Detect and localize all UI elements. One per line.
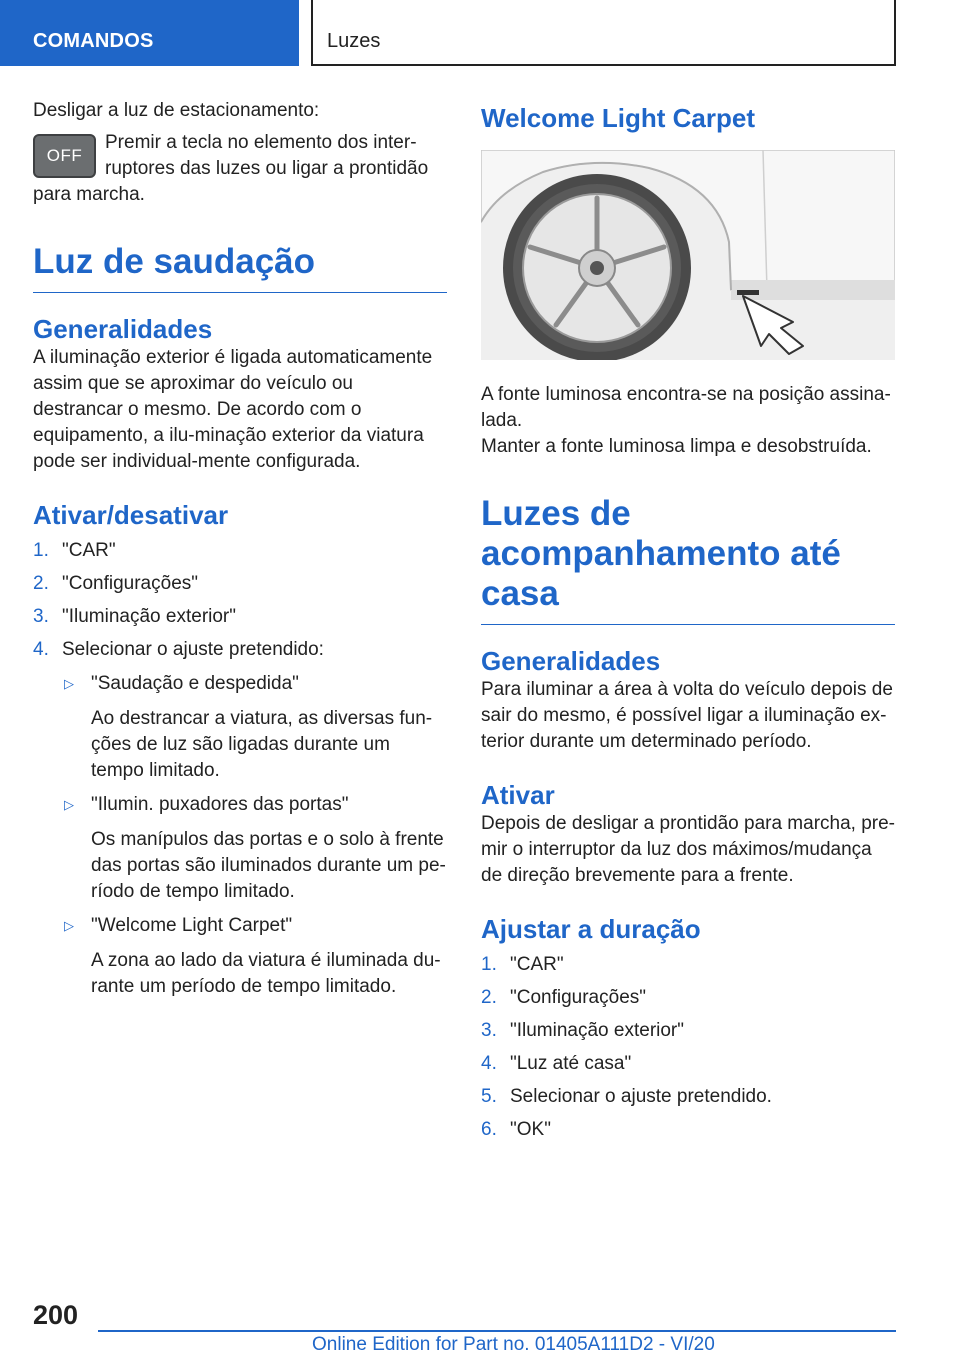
step-number: 4. xyxy=(33,639,49,660)
topic-title: Luzes xyxy=(327,30,381,52)
step-item xyxy=(33,637,447,1000)
step-item xyxy=(33,571,447,597)
car-wheel-drawing xyxy=(481,150,895,360)
general-heading: Generalidades xyxy=(33,314,213,344)
step-number: 1. xyxy=(481,954,497,975)
triangle-right-icon: ▷ xyxy=(64,797,74,812)
option-desc: Ao destrancar a viatura, as diversas fun-ções de luz são ligadas durante um tempo limitado. xyxy=(91,708,433,781)
option-title: "Ilumin. puxadores das portas" xyxy=(91,794,349,815)
step-text: Selecionar o ajuste pretendido: xyxy=(62,639,324,660)
step-number: 3. xyxy=(33,606,49,627)
page-number: 200 xyxy=(33,1300,79,1330)
left-column xyxy=(33,98,447,1000)
step-item xyxy=(481,1117,895,1143)
general-text: A iluminação exterior é ligada automaticamente assim que se aproximar do veículo ou destrancar o mesmo. De acordo com o equipamento, a ilu-minação exterior da viatura pode ser individual-mente configurada. xyxy=(33,347,433,472)
step-text: Selecionar o ajuste pretendido. xyxy=(510,1086,772,1107)
welcome-light-heading: Luz de saudação xyxy=(33,242,447,293)
option-title: "Saudação e despedida" xyxy=(91,673,299,694)
general-text: Para iluminar a área à volta do veículo depois de sair do mesmo, é possível ligar a iluminação ex-terior durante um determinado período. xyxy=(481,679,893,752)
carpet-text-2: Manter a fonte luminosa limpa e desobstruída. xyxy=(481,436,872,457)
chapter-title: COMANDOS xyxy=(33,30,154,52)
activate-heading: Ativar xyxy=(481,780,555,810)
carpet-heading: Welcome Light Carpet xyxy=(481,103,756,133)
activate-heading: Ativar/desativar xyxy=(33,500,229,530)
step-number: 5. xyxy=(481,1086,497,1107)
activate-text: Depois de desligar a prontidão para marcha, pre-mir o interruptor da luz dos máximos/mudança de direção brevemente para a frente. xyxy=(481,813,896,886)
edition-note: Online Edition for Part no. 01405A111D2 - VI/20 xyxy=(312,1334,715,1355)
option-list xyxy=(62,671,447,1000)
option-item xyxy=(62,792,447,905)
option-item xyxy=(62,671,447,784)
step-number: 2. xyxy=(481,987,497,1008)
general-heading: Generalidades xyxy=(481,646,661,676)
step-item xyxy=(481,952,895,978)
step-text: "CAR" xyxy=(510,954,564,975)
parking-off-intro: Desligar a luz de estacionamento: xyxy=(33,100,320,121)
step-number: 6. xyxy=(481,1119,497,1140)
step-item xyxy=(481,1084,895,1110)
right-column xyxy=(481,98,895,1143)
step-item xyxy=(481,1018,895,1044)
chapter-tab xyxy=(0,0,299,66)
step-number: 4. xyxy=(481,1053,497,1074)
step-text: "Iluminação exterior" xyxy=(510,1020,685,1041)
step-text: "CAR" xyxy=(62,540,116,561)
step-item xyxy=(481,1051,895,1077)
option-item xyxy=(62,913,447,1000)
footer-divider xyxy=(98,1330,896,1332)
step-text: "OK" xyxy=(510,1119,551,1140)
step-item xyxy=(481,985,895,1011)
topic-tab xyxy=(311,0,896,66)
step-text: "Configurações" xyxy=(510,987,647,1008)
car-wheel-illustration xyxy=(481,150,895,360)
option-title: "Welcome Light Carpet" xyxy=(91,915,293,936)
off-button-icon: OFF xyxy=(33,134,96,178)
carpet-text-1: A fonte luminosa encontra-se na posição assina-lada. xyxy=(481,384,891,431)
activate-steps xyxy=(33,538,447,1000)
parking-off-instruction xyxy=(33,130,447,208)
option-desc: A zona ao lado da viatura é iluminada du-rante um período de tempo limitado. xyxy=(91,950,441,997)
option-desc: Os manípulos das portas e o solo à frente das portas são iluminados durante um pe-ríodo de tempo limitado. xyxy=(91,829,446,902)
step-number: 1. xyxy=(33,540,49,561)
home-light-heading: Luzes de acompanhamento até casa xyxy=(481,494,895,625)
parking-off-text: Premir a tecla no elemento dos inter-ruptores das luzes ou ligar a prontidão para marcha. xyxy=(33,132,429,205)
duration-steps xyxy=(481,952,895,1143)
step-item xyxy=(33,538,447,564)
step-text: "Configurações" xyxy=(62,573,199,594)
step-number: 2. xyxy=(33,573,49,594)
step-number: 3. xyxy=(481,1020,497,1041)
triangle-right-icon: ▷ xyxy=(64,918,74,933)
step-item xyxy=(33,604,447,630)
step-text: "Iluminação exterior" xyxy=(62,606,237,627)
triangle-right-icon: ▷ xyxy=(64,676,74,691)
duration-heading: Ajustar a duração xyxy=(481,914,701,944)
step-text: "Luz até casa" xyxy=(510,1053,632,1074)
